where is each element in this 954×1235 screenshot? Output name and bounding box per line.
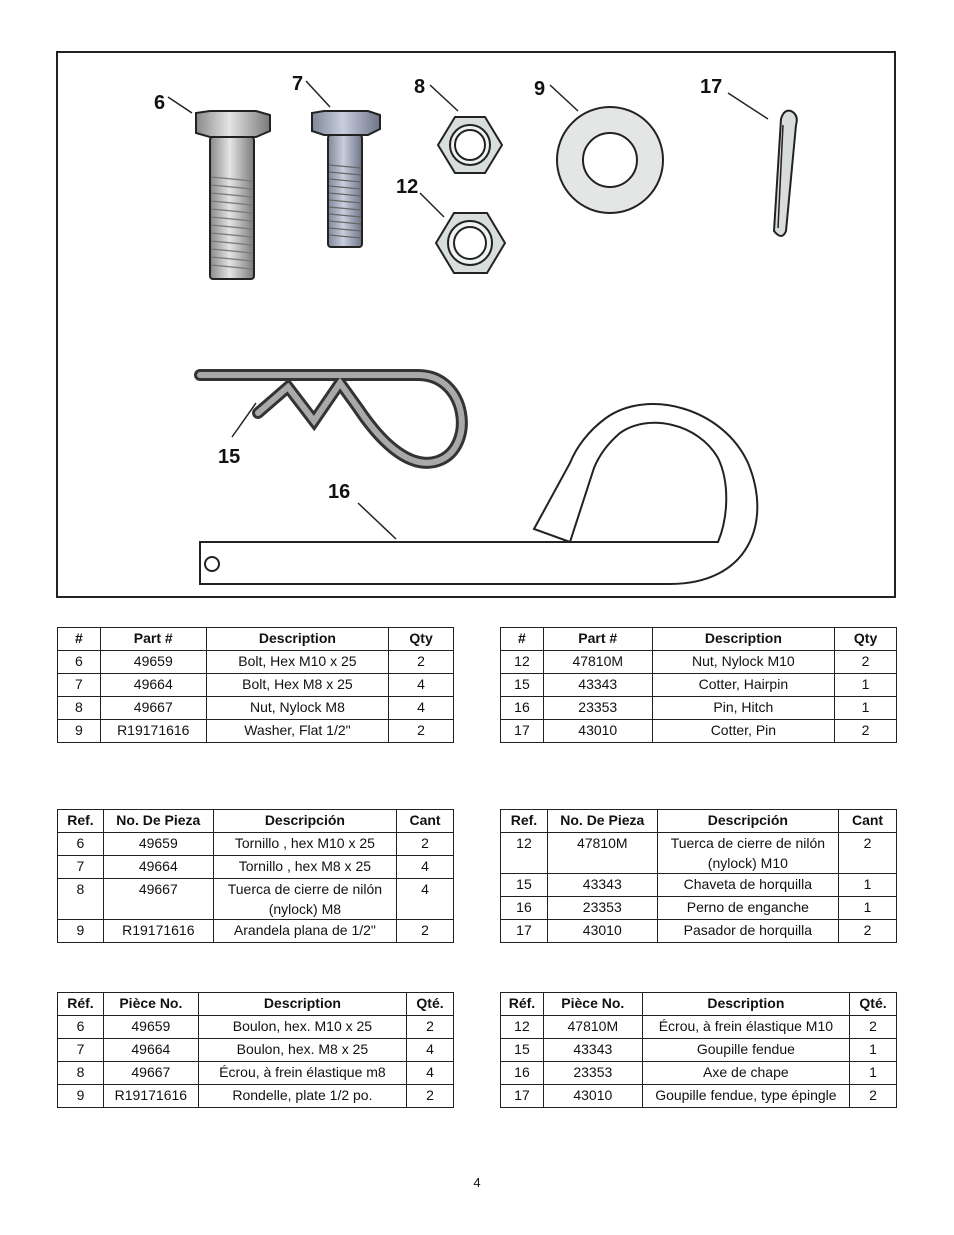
column-header: # — [501, 628, 544, 651]
table-cell: 4 — [389, 674, 454, 697]
table-cell: 1 — [835, 697, 897, 720]
table-cell: Tuerca de cierre de nilón (nylock) M8 — [213, 879, 396, 920]
table-cell: 12 — [501, 833, 548, 874]
column-header: Qty — [389, 628, 454, 651]
column-header: Description — [642, 993, 849, 1016]
table-cell: Écrou, à frein élastique m8 — [198, 1062, 406, 1085]
table-cell: 1 — [839, 874, 897, 897]
callout-6: 6 — [154, 92, 166, 114]
table-row — [501, 833, 897, 874]
table-cell: Boulon, hex. M10 x 25 — [198, 1016, 406, 1039]
table-row — [58, 856, 454, 879]
table-row — [58, 697, 454, 720]
table-row — [58, 1062, 454, 1085]
column-header: Descripción — [657, 810, 838, 833]
table-cell: 17 — [501, 920, 548, 943]
column-header: Cant — [397, 810, 454, 833]
table-header-row — [501, 993, 897, 1016]
table-cell: 6 — [58, 651, 101, 674]
table-cell: Nut, Nylock M10 — [652, 651, 835, 674]
table-cell: R19171616 — [100, 720, 206, 743]
table-row — [58, 1039, 454, 1062]
table-cell: 1 — [839, 897, 897, 920]
table-cell: 7 — [58, 1039, 104, 1062]
table-header-row — [58, 993, 454, 1016]
table-row — [58, 651, 454, 674]
table-cell: 43343 — [547, 874, 657, 897]
washer-part — [557, 107, 663, 213]
table-cell: 6 — [58, 1016, 104, 1039]
table-cell: 43010 — [543, 720, 652, 743]
table-cell: 47810M — [547, 833, 657, 874]
column-header: Pièce No. — [103, 993, 198, 1016]
table-header-row — [501, 628, 897, 651]
table-cell: 49664 — [103, 1039, 198, 1062]
parts-table-english-left — [57, 627, 454, 743]
page-number: 4 — [473, 1175, 481, 1190]
callout-16: 16 — [328, 481, 351, 503]
column-header: # — [58, 628, 101, 651]
table-cell: Pasador de horquilla — [657, 920, 838, 943]
table-row — [501, 651, 897, 674]
column-header: Qté. — [850, 993, 897, 1016]
callout-9: 9 — [534, 78, 546, 100]
table-row — [501, 1016, 897, 1039]
callout-15: 15 — [218, 446, 241, 468]
table-row — [501, 674, 897, 697]
table-cell: 2 — [835, 651, 897, 674]
table-row — [58, 1085, 454, 1108]
column-header: Qté. — [407, 993, 454, 1016]
table-cell: 7 — [58, 674, 101, 697]
table-cell: 23353 — [543, 697, 652, 720]
table-cell: 2 — [850, 1085, 897, 1108]
table-cell: 9 — [58, 920, 104, 943]
table-cell: 15 — [501, 874, 548, 897]
table-row — [58, 720, 454, 743]
table-cell: 47810M — [543, 1016, 642, 1039]
table-cell: 2 — [407, 1016, 454, 1039]
callout-8: 8 — [414, 76, 426, 98]
column-header: Qty — [835, 628, 897, 651]
column-header: Description — [198, 993, 406, 1016]
callout-17: 17 — [700, 76, 723, 98]
table-cell: Écrou, à frein élastique M10 — [642, 1016, 849, 1039]
table-cell: 12 — [501, 651, 544, 674]
parts-table-french-right — [500, 992, 897, 1108]
table-cell: 49664 — [100, 674, 206, 697]
table-cell: 2 — [397, 833, 454, 856]
table-row — [501, 697, 897, 720]
column-header: Cant — [839, 810, 897, 833]
table-cell: Goupille fendue, type épingle — [642, 1085, 849, 1108]
hitch-pin-part — [200, 404, 757, 584]
table-cell: 8 — [58, 879, 104, 920]
table-cell: Boulon, hex. M8 x 25 — [198, 1039, 406, 1062]
table-cell: 49659 — [103, 833, 213, 856]
column-header: Ref. — [501, 810, 548, 833]
table-header-row — [58, 628, 454, 651]
table-cell: Perno de enganche — [657, 897, 838, 920]
table-header-row — [58, 810, 454, 833]
table-cell: 2 — [835, 720, 897, 743]
table-cell: 15 — [501, 674, 544, 697]
table-cell: 2 — [407, 1085, 454, 1108]
bolt-m8-part — [312, 111, 380, 247]
parts-table-spanish-left — [57, 809, 454, 943]
table-cell: 4 — [407, 1062, 454, 1085]
table-cell: Bolt, Hex M8 x 25 — [206, 674, 388, 697]
column-header: Part # — [100, 628, 206, 651]
bolt-m10-part — [196, 111, 270, 279]
table-cell: 9 — [58, 1085, 104, 1108]
table-cell: 16 — [501, 897, 548, 920]
table-cell: Cotter, Hairpin — [652, 674, 835, 697]
table-row — [501, 920, 897, 943]
table-cell: Goupille fendue — [642, 1039, 849, 1062]
table-row — [501, 874, 897, 897]
table-cell: 23353 — [547, 897, 657, 920]
column-header: No. De Pieza — [547, 810, 657, 833]
table-cell: Arandela plana de 1/2" — [213, 920, 396, 943]
parts-drawing — [58, 53, 898, 600]
table-cell: 4 — [397, 879, 454, 920]
table-cell: 12 — [501, 1016, 544, 1039]
table-cell: 2 — [389, 720, 454, 743]
table-cell: Cotter, Pin — [652, 720, 835, 743]
table-cell: 47810M — [543, 651, 652, 674]
table-cell: Rondelle, plate 1/2 po. — [198, 1085, 406, 1108]
table-cell: Pin, Hitch — [652, 697, 835, 720]
column-header: Part # — [543, 628, 652, 651]
callout-12: 12 — [396, 176, 419, 198]
column-header: Réf. — [58, 993, 104, 1016]
table-cell: 9 — [58, 720, 101, 743]
table-cell: 2 — [389, 651, 454, 674]
parts-illustration — [56, 51, 896, 598]
table-header-row — [501, 810, 897, 833]
table-cell: 4 — [397, 856, 454, 879]
table-cell: 17 — [501, 1085, 544, 1108]
table-row — [501, 1085, 897, 1108]
table-cell: Axe de chape — [642, 1062, 849, 1085]
cotter-pin-part — [774, 111, 797, 236]
table-cell: 49667 — [100, 697, 206, 720]
table-cell: 43010 — [547, 920, 657, 943]
table-cell: 2 — [397, 920, 454, 943]
table-cell: 49659 — [103, 1016, 198, 1039]
table-cell: R19171616 — [103, 920, 213, 943]
table-cell: 2 — [839, 833, 897, 874]
table-cell: Tuerca de cierre de nilón (nylock) M10 — [657, 833, 838, 874]
table-cell: Bolt, Hex M10 x 25 — [206, 651, 388, 674]
table-cell: 4 — [389, 697, 454, 720]
table-cell: 1 — [835, 674, 897, 697]
table-row — [501, 897, 897, 920]
table-cell: 49659 — [100, 651, 206, 674]
table-cell: 49667 — [103, 1062, 198, 1085]
table-cell: 23353 — [543, 1062, 642, 1085]
table-cell: 16 — [501, 697, 544, 720]
table-row — [501, 1062, 897, 1085]
table-row — [58, 833, 454, 856]
parts-table-french-left — [57, 992, 454, 1108]
table-cell: Nut, Nylock M8 — [206, 697, 388, 720]
table-cell: 16 — [501, 1062, 544, 1085]
table-cell: 1 — [850, 1039, 897, 1062]
table-cell: 17 — [501, 720, 544, 743]
column-header: Description — [652, 628, 835, 651]
table-row — [58, 879, 454, 920]
table-cell: 49667 — [103, 879, 213, 920]
table-cell: Tornillo , hex M10 x 25 — [213, 833, 396, 856]
table-cell: 8 — [58, 1062, 104, 1085]
nut-m8-part — [438, 117, 502, 173]
table-cell: 8 — [58, 697, 101, 720]
table-row — [58, 920, 454, 943]
table-cell: 43343 — [543, 1039, 642, 1062]
column-header: Ref. — [58, 810, 104, 833]
column-header: No. De Pieza — [103, 810, 213, 833]
column-header: Description — [206, 628, 388, 651]
column-header: Pièce No. — [543, 993, 642, 1016]
table-cell: Chaveta de horquilla — [657, 874, 838, 897]
table-row — [501, 1039, 897, 1062]
table-cell: 15 — [501, 1039, 544, 1062]
parts-table-spanish-right — [500, 809, 897, 943]
table-row — [58, 1016, 454, 1039]
table-cell: Tornillo , hex M8 x 25 — [213, 856, 396, 879]
table-cell: 2 — [850, 1016, 897, 1039]
table-cell: 7 — [58, 856, 104, 879]
table-cell: 43343 — [543, 674, 652, 697]
table-cell: 1 — [850, 1062, 897, 1085]
table-cell: R19171616 — [103, 1085, 198, 1108]
column-header: Descripción — [213, 810, 396, 833]
column-header: Réf. — [501, 993, 544, 1016]
table-cell: 49664 — [103, 856, 213, 879]
table-cell: 43010 — [543, 1085, 642, 1108]
parts-table-english-right — [500, 627, 897, 743]
table-cell: Washer, Flat 1/2" — [206, 720, 388, 743]
table-cell: 6 — [58, 833, 104, 856]
nut-m10-part — [436, 213, 505, 273]
callout-7: 7 — [292, 73, 304, 95]
table-cell: 2 — [839, 920, 897, 943]
table-row — [501, 720, 897, 743]
table-cell: 4 — [407, 1039, 454, 1062]
table-row — [58, 674, 454, 697]
